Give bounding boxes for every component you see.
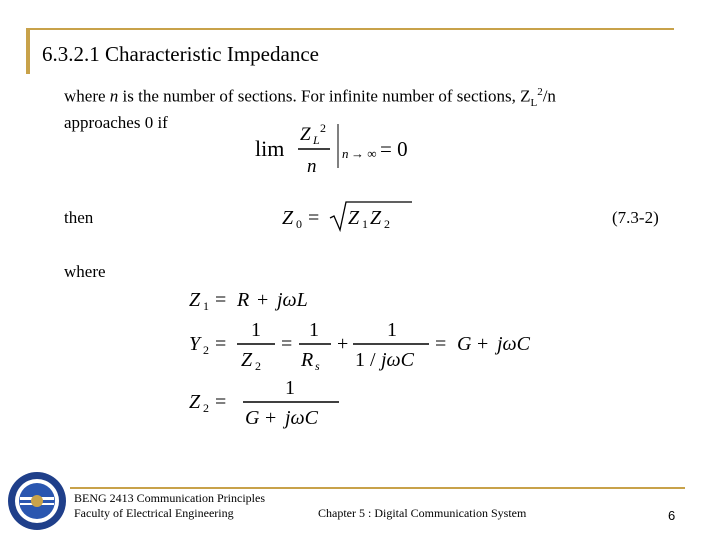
svg-text:2: 2 [203,401,209,415]
svg-text:1 /: 1 / [355,349,376,371]
footer-divider [70,487,685,489]
svg-text:1: 1 [285,377,295,399]
svg-text:jωC: jωC [381,349,415,371]
svg-text:jωL: jωL [277,289,308,311]
svg-text:0: 0 [296,217,302,231]
svg-text:L: L [313,133,320,147]
svg-text:Z: Z [189,289,201,311]
svg-text:Z: Z [370,207,382,229]
svg-text:jωC: jωC [497,333,531,355]
footer-course: BENG 2413 Communication Principles [74,491,265,505]
svg-text:Z: Z [241,349,253,371]
svg-text:R: R [301,349,314,371]
intro-text-b: is the number of sections. For infinite number of sections, Z [118,86,531,106]
svg-text:G: G [245,407,260,429]
svg-text:Z: Z [348,207,360,229]
slide-title: 6.3.2.1 Characteristic Impedance [42,42,319,66]
svg-text:=: = [215,333,227,355]
svg-text:lim: lim [255,136,285,161]
svg-text:=: = [215,289,227,311]
then-label: then [64,208,94,227]
where-label: where [64,262,106,281]
intro-line2: approaches 0 if [64,113,168,133]
svg-text:R: R [237,289,250,311]
intro-sup: 2 [537,86,543,98]
svg-text:+: + [265,407,277,429]
intro-sub: L [530,97,538,110]
svg-text:=: = [281,333,293,355]
university-seal-logo [6,470,68,532]
svg-text:1: 1 [251,319,261,341]
svg-text:2: 2 [320,121,326,135]
svg-text:+: + [257,289,269,311]
svg-text:jωC: jωC [285,407,319,429]
footer-faculty: Faculty of Electrical Engineering [74,506,234,520]
page-number: 6 [668,508,676,523]
z0-equation [280,198,430,234]
equation-number: (7.3-2) [612,208,659,227]
intro-text-a: where [64,86,110,106]
footer-chapter: Chapter 5 : Digital Communication System [318,506,527,520]
svg-text:=: = [308,207,320,229]
svg-text:+: + [337,333,349,355]
definitions-equations [185,282,565,432]
svg-text:2: 2 [384,217,390,231]
svg-text:Z: Z [189,391,201,413]
svg-text:= 0: = 0 [380,137,408,161]
svg-text:Z: Z [300,124,311,145]
svg-text:1: 1 [203,299,209,313]
footer-course-info [74,491,265,521]
svg-text:2: 2 [255,359,261,373]
svg-text:2: 2 [203,343,209,357]
svg-text:→ ∞: → ∞ [351,146,377,161]
svg-text:=: = [215,391,227,413]
intro-n: n [109,86,119,106]
svg-text:G: G [457,333,472,355]
svg-text:=: = [435,333,447,355]
svg-text:+: + [477,333,489,355]
svg-text:1: 1 [362,217,368,231]
limit-equation [250,118,450,178]
svg-text:Y: Y [189,333,201,355]
svg-text:s: s [315,359,320,373]
svg-text:1: 1 [309,319,319,341]
svg-text:1: 1 [387,319,397,341]
intro-text-c: /n [542,86,556,106]
svg-text:n: n [307,156,317,177]
svg-text:n: n [342,146,349,161]
svg-text:Z: Z [282,207,294,229]
